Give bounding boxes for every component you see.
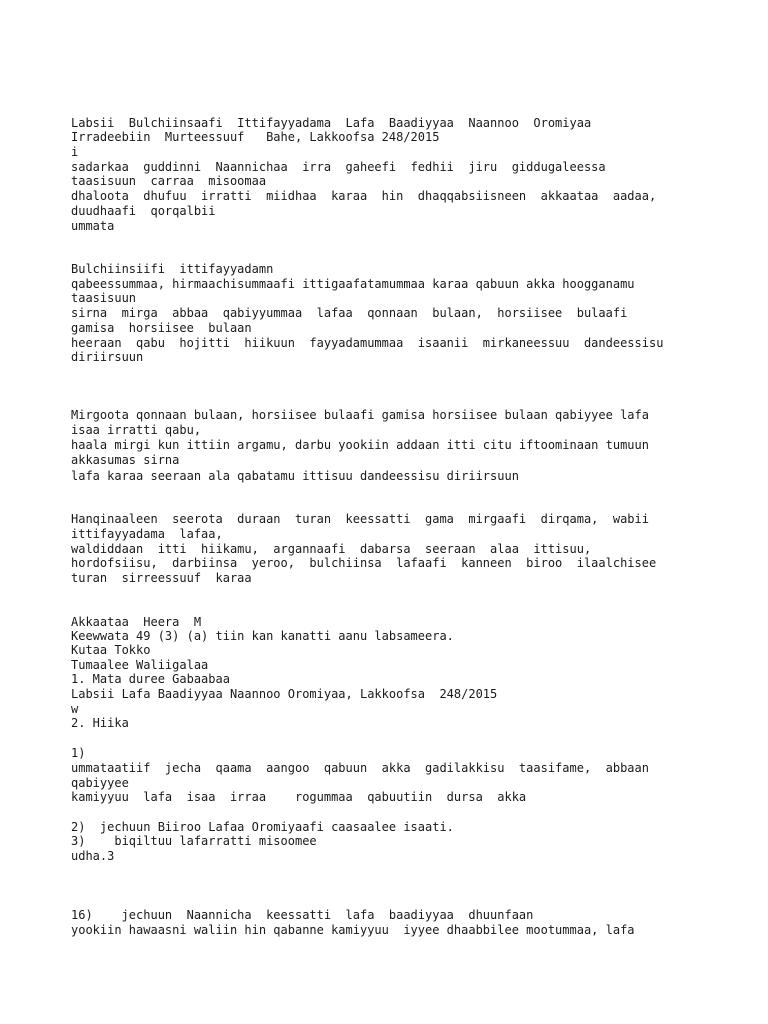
text-line: duudhaafi qorqalbii <box>71 204 216 218</box>
text-line: ummata <box>71 219 115 233</box>
text-line: heeraan qabu hojitti hiikuun fayyadamummaa isaanii mirkaneessuu dandeessisu <box>71 336 664 350</box>
text-line: dhaloota dhufuu irratti miidhaa karaa hin dhaqqabsiisneen akkaataa aadaa, <box>71 189 657 203</box>
title-line-1: Labsii Bulchiinsaafi Ittifayyadama Lafa Baadiyyaa Naannoo Oromiyaa <box>71 116 592 130</box>
text-line: yookiin hawaasni waliin hin qabanne kamiyyuu iyyee dhaabbilee mootummaa, lafa <box>71 923 635 937</box>
text-line: qabeessummaa, hirmaachisummaafi ittigaafatamummaa karaa qabuun akka hoogganamu <box>71 277 635 291</box>
text-line: ummataatiif jecha qaama aangoo qabuun akka gadilakkisu taasifame, abbaan <box>71 761 649 775</box>
text-line: sirna mirga abbaa qabiyyummaa lafaa qonnaan bulaan, horsiisee bulaafi <box>71 306 628 320</box>
text-line: taasisuun <box>71 291 137 305</box>
section-heading: Kutaa Tokko <box>71 643 151 657</box>
text-line: Akkaataa Heera M <box>71 615 202 629</box>
text-line: ittifayyadama lafaa, <box>71 527 223 541</box>
text-line: Bulchiinsiifi ittifayyadamn <box>71 262 274 276</box>
text-line: taasisuun carraa misoomaa <box>71 174 267 188</box>
text-line: lafa karaa seeraan ala qabatamu ittisuu dandeessisu diriirsuun <box>71 469 519 483</box>
text-line: 3) biqiltuu lafarratti misoomee <box>71 834 317 848</box>
text-line: qabiyyee <box>71 776 129 790</box>
section-heading: 1. Mata duree Gabaabaa <box>71 672 230 686</box>
text-line: akkasumas sirna <box>71 453 180 467</box>
text-line: hordofsiisu, darbiinsa yeroo, bulchiinsa lafaafi kanneen biroo ilaalchisee <box>71 556 657 570</box>
text-line: waldiddaan itti hiikamu, argannaafi dabarsa seeraan alaa ittisuu, <box>71 542 592 556</box>
text-line: 2) jechuun Biiroo Lafaa Oromiyaafi caasaalee isaati. <box>71 820 454 834</box>
text-line: Mirgoota qonnaan bulaan, horsiisee bulaafi gamisa horsiisee bulaan qabiyyee lafa <box>71 408 649 422</box>
text-line: Hanqinaaleen seerota duraan turan keessatti gama mirgaafi dirqama, wabii <box>71 512 649 526</box>
text-line: haala mirgi kun ittiin argamu, darbu yookiin addaan itti citu iftoominaan tumuun <box>71 438 649 452</box>
text-line: Keewwata 49 (3) (a) tiin kan kanatti aanu labsameera. <box>71 629 454 643</box>
text-line: i <box>71 145 79 159</box>
text-line: Labsii Lafa Baadiyyaa Naannoo Oromiyaa, Lakkoofsa 248/2015 <box>71 687 498 701</box>
section-heading: 2. Hiika <box>71 716 129 730</box>
text-line: sadarkaa guddinni Naannichaa irra gaheefi fedhii jiru giddugaleessa <box>71 160 606 174</box>
title-line-2: Irradeebiin Murteessuuf Bahe, Lakkoofsa 248/2015 <box>71 130 440 144</box>
text-line: udha.3 <box>71 849 115 863</box>
section-heading: Tumaalee Waliigalaa <box>71 658 209 672</box>
text-line: diriirsuun <box>71 350 144 364</box>
text-line: turan sirreessuuf karaa <box>71 571 252 585</box>
text-line: isaa irratti qabu, <box>71 423 202 437</box>
text-line: 1) <box>71 746 86 760</box>
text-line: kamiyyuu lafa isaa irraa rogummaa qabuutiin dursa akka <box>71 790 527 804</box>
text-line: w <box>71 702 79 716</box>
text-line: gamisa horsiisee bulaan <box>71 321 252 335</box>
text-line: 16) jechuun Naannicha keessatti lafa baadiyyaa dhuunfaan <box>71 908 534 922</box>
